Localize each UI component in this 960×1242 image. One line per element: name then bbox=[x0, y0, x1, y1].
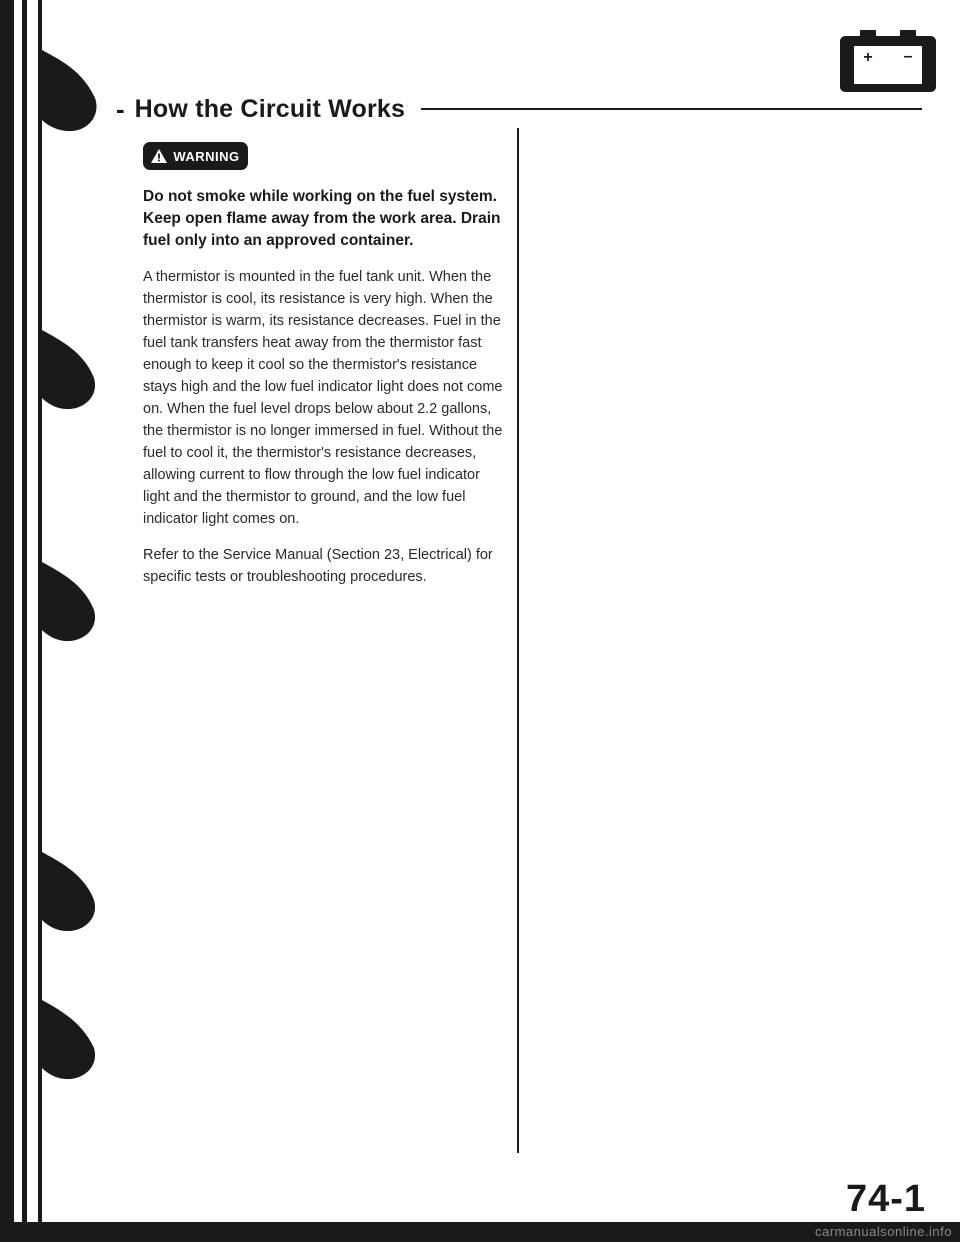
section-heading bbox=[116, 96, 922, 122]
warning-badge bbox=[143, 142, 248, 170]
page-number: 74-1 bbox=[845, 1178, 926, 1220]
column-divider bbox=[517, 128, 519, 1153]
battery-plus-symbol: + bbox=[863, 49, 873, 66]
warning-triangle-icon bbox=[151, 149, 167, 163]
battery-minus-symbol: – bbox=[903, 48, 913, 65]
binding-spine bbox=[0, 0, 110, 1242]
body-paragraph-2: Refer to the Service Manual (Section 23, Electrical) for specific tests or troubleshooting procedures. bbox=[143, 547, 493, 585]
body-paragraph-1: A thermistor is mounted in the fuel tank unit. When the thermistor is cool, its resistance is very high. When the thermistor is warm, its resistance decreases. Fuel in the fuel tank transfers heat away from the thermistor fast enough to keep it cool so the thermistor's resistance stays high and the low fuel indicator light does not come on. When the fuel level drops below about 2.2 gallons, the thermistor is no longer immersed in fuel. Without the fuel to cool it, the thermistor's resistance decreases, allowing current to flow through the low fuel indicator light and the thermistor to ground, and the low fuel indicator light comes on. bbox=[143, 269, 503, 527]
warning-badge-label: WARNING bbox=[173, 148, 240, 164]
battery-icon bbox=[838, 26, 938, 94]
heading-rule bbox=[421, 108, 922, 110]
watermark: carmanualsonline.info bbox=[815, 1224, 952, 1239]
warning-text: Do not smoke while working on the fuel system. Keep open flame away from the work area. Drain fuel only into an approved container. bbox=[143, 188, 501, 249]
heading-dash: - bbox=[116, 94, 125, 124]
text-column bbox=[143, 186, 503, 602]
page-title: How the Circuit Works bbox=[134, 94, 406, 123]
